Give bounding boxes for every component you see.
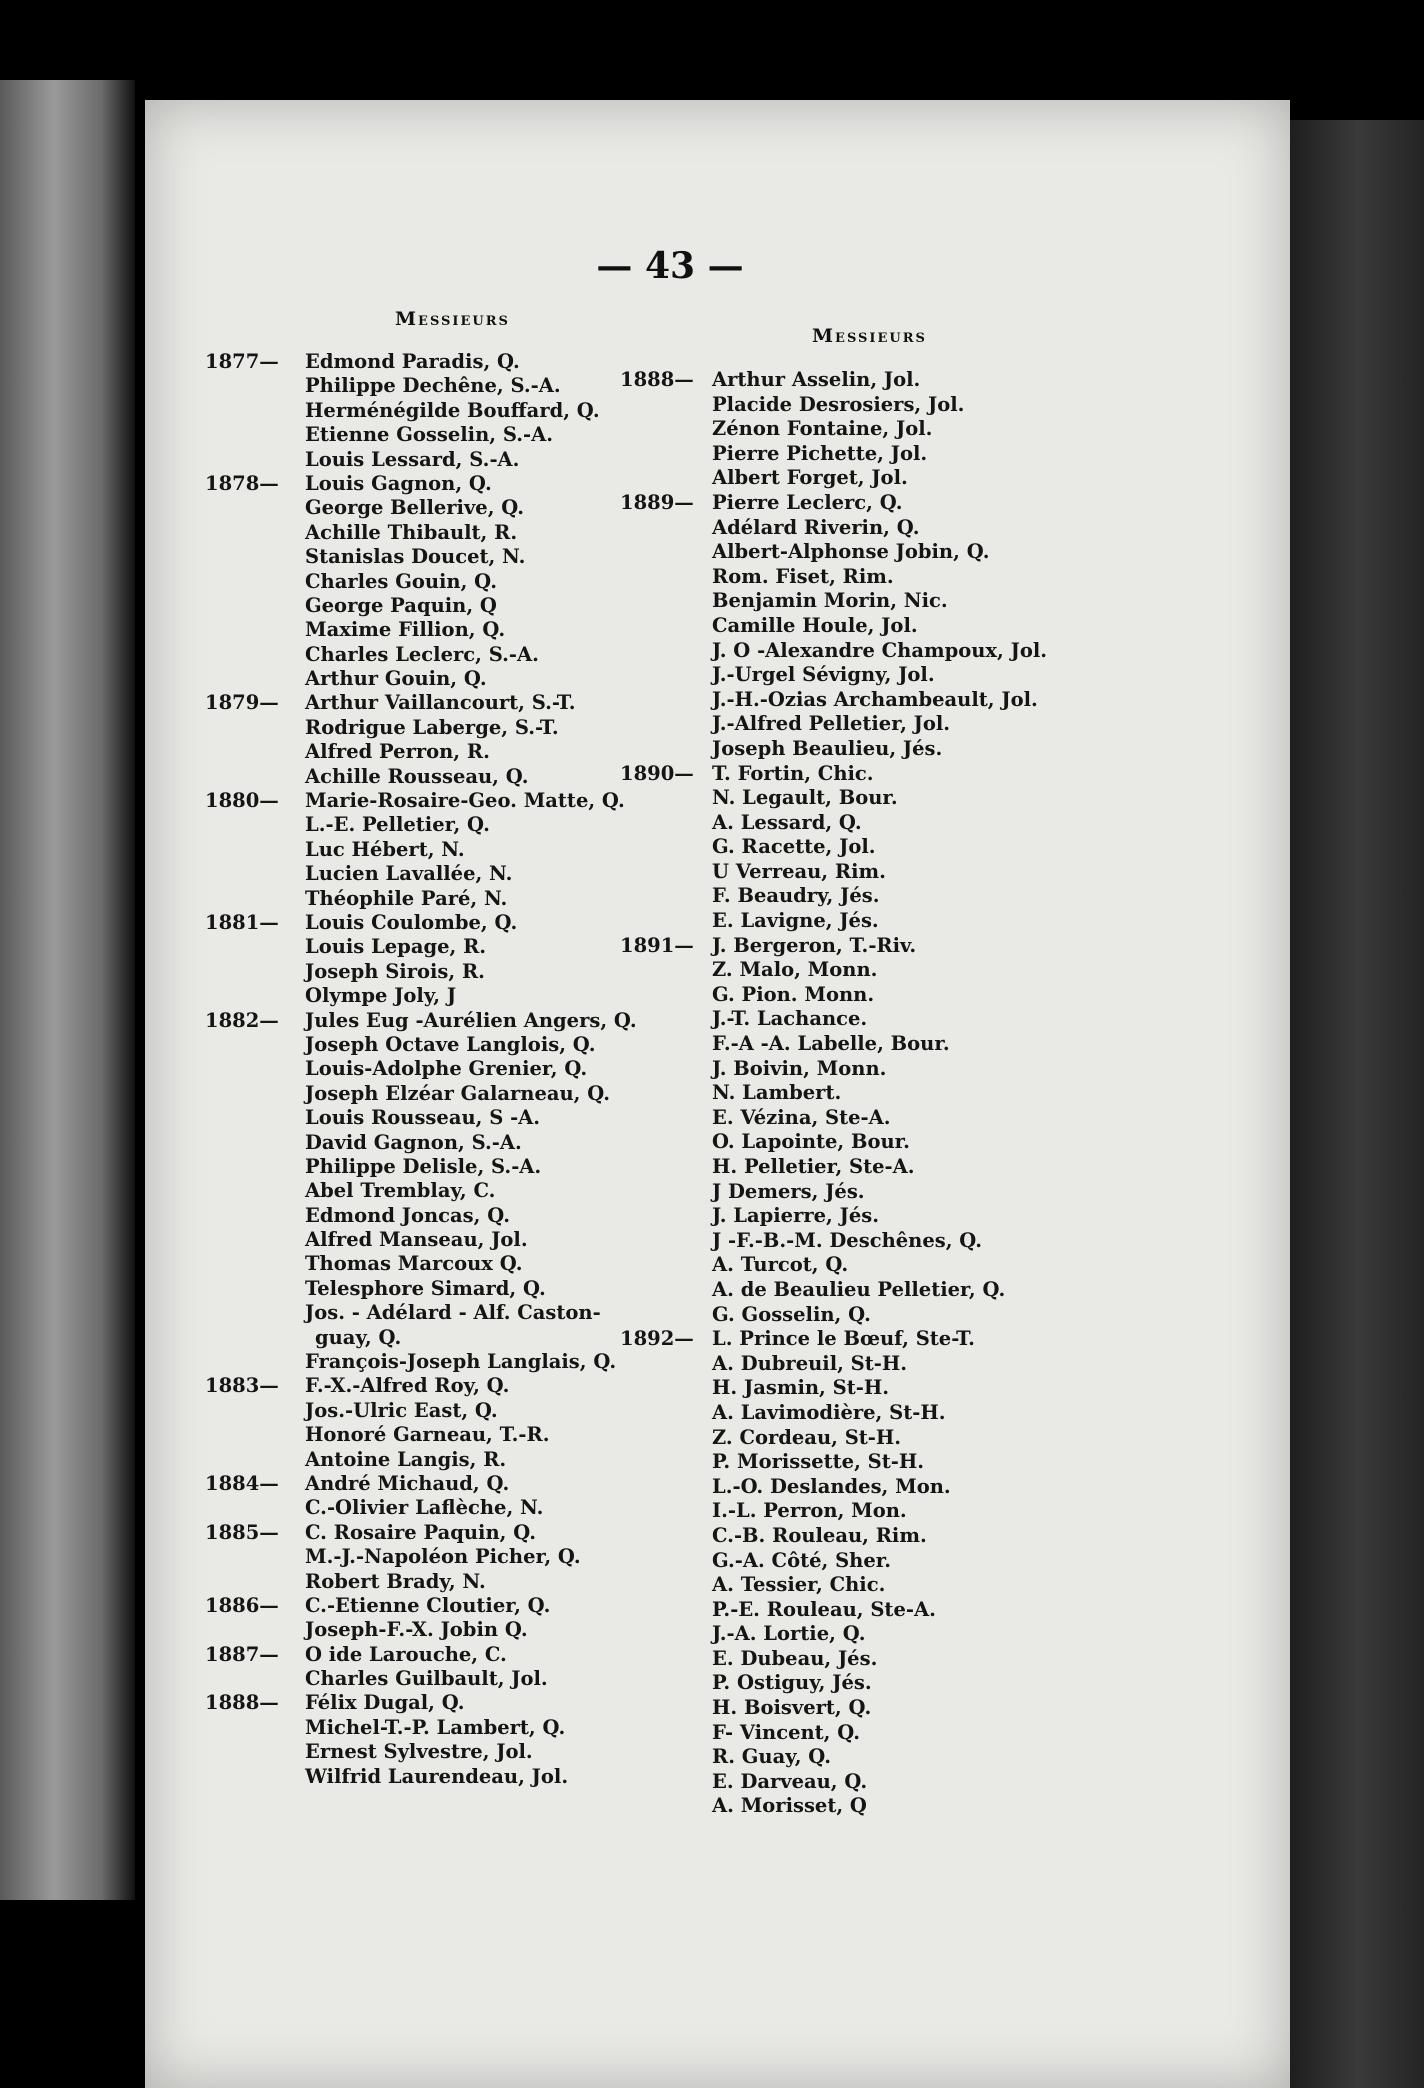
- entry-name: Placide Desrosiers, Jol.: [712, 392, 965, 416]
- entry-name: Alfred Manseau, Jol.: [305, 1228, 528, 1252]
- list-item: [620, 786, 1100, 811]
- entry-name: Z. Cordeau, St-H.: [712, 1425, 902, 1449]
- list-item: [620, 934, 1100, 959]
- entry-name: Arthur Gouin, Q.: [305, 667, 487, 691]
- entry-name: Stanislas Doucet, N.: [305, 545, 526, 569]
- list-item: [205, 1057, 635, 1081]
- list-item: [620, 1401, 1100, 1426]
- entry-name: Charles Gouin, Q.: [305, 569, 497, 593]
- entry-year: 1884—: [205, 1471, 279, 1495]
- entry-name: F.-X.-Alfred Roy, Q.: [305, 1374, 510, 1398]
- list-item: [620, 1057, 1100, 1082]
- entry-name: N. Lambert.: [712, 1081, 842, 1105]
- entry-name: N. Legault, Bour.: [712, 786, 898, 810]
- entry-year: 1883—: [205, 1374, 279, 1398]
- list-item: [620, 1794, 1100, 1819]
- entry-name: Zénon Fontaine, Jol.: [712, 417, 933, 441]
- entry-year: 1886—: [205, 1593, 279, 1617]
- entry-name: Pierre Leclerc, Q.: [712, 490, 903, 514]
- list-item: [620, 516, 1100, 541]
- entry-name: P. Morissette, St-H.: [712, 1450, 925, 1474]
- list-item: [620, 1622, 1100, 1647]
- entry-name: C.-Olivier Laflèche, N.: [305, 1496, 544, 1520]
- entry-name: A. Tessier, Chic.: [712, 1573, 886, 1597]
- entry-name: J.-T. Lachance.: [712, 1007, 868, 1031]
- list-item: [205, 1691, 635, 1715]
- list-item: [205, 350, 635, 374]
- list-item: [205, 594, 635, 618]
- entry-name: George Bellerive, Q.: [305, 496, 525, 520]
- list-item: [205, 1667, 635, 1691]
- entry-name: Edmond Joncas, Q.: [305, 1203, 511, 1227]
- list-item: [205, 1204, 635, 1228]
- entry-name: Pierre Pichette, Jol.: [712, 441, 928, 465]
- entry-name: Joseph Sirois, R.: [305, 959, 485, 983]
- entry-year: 1887—: [205, 1642, 279, 1666]
- list-item: [205, 521, 635, 545]
- left-column-header: Messieurs: [395, 308, 510, 330]
- entry-name: Thomas Marcoux Q.: [305, 1252, 523, 1276]
- entry-name: R. Guay, Q.: [712, 1745, 832, 1769]
- entry-name: Achille Rousseau, Q.: [305, 764, 529, 788]
- list-item: [620, 1549, 1100, 1574]
- list-item: [620, 1499, 1100, 1524]
- adjacent-page-edge: [0, 80, 135, 1900]
- list-item: [620, 1573, 1100, 1598]
- entry-name: A. Morisset, Q: [712, 1794, 867, 1818]
- list-item: [620, 1229, 1100, 1254]
- entry-name: Olympe Joly, J: [305, 984, 457, 1008]
- entry-year: 1878—: [205, 471, 279, 495]
- entry-name: David Gagnon, S.-A.: [305, 1130, 522, 1154]
- list-item: [620, 589, 1100, 614]
- entry-name: Z. Malo, Monn.: [712, 958, 878, 982]
- list-item: [205, 1521, 635, 1545]
- entry-name: Etienne Gosselin, S.-A.: [305, 423, 554, 447]
- list-item: [205, 765, 635, 789]
- entry-year: 1889—: [620, 490, 694, 514]
- entry-name: E. Darveau, Q.: [712, 1769, 868, 1793]
- entry-name: J.-Alfred Pelletier, Jol.: [712, 712, 951, 736]
- list-item: [620, 1180, 1100, 1205]
- entry-name: H. Boisvert, Q.: [712, 1696, 872, 1720]
- entry-year: 1888—: [620, 368, 694, 391]
- entry-name: Benjamin Morin, Nic.: [712, 589, 948, 613]
- entry-name: J. Boivin, Monn.: [712, 1056, 887, 1080]
- list-item: [205, 691, 635, 715]
- list-item: [205, 1399, 635, 1423]
- entry-name: F. Beaudry, Jés.: [712, 884, 880, 908]
- list-item: [620, 565, 1100, 590]
- book-binding-edge: [1290, 120, 1424, 2088]
- list-item: [205, 1423, 635, 1447]
- entry-name: A. Turcot, Q.: [712, 1253, 849, 1277]
- list-item: [620, 1327, 1100, 1352]
- entry-name: G. Gosselin, Q.: [712, 1302, 871, 1326]
- list-item: [205, 1106, 635, 1130]
- entry-year: 1882—: [205, 1008, 279, 1032]
- entry-name: J.-A. Lortie, Q.: [712, 1622, 866, 1646]
- list-item: [205, 862, 635, 886]
- entry-name: Louis Lessard, S.-A.: [305, 447, 520, 471]
- list-item: [205, 618, 635, 642]
- entry-name: Antoine Langis, R.: [305, 1447, 507, 1471]
- list-item: [620, 663, 1100, 688]
- list-item: [620, 466, 1100, 491]
- list-item: [205, 1496, 635, 1520]
- entry-name: Camille Houle, Jol.: [712, 613, 918, 637]
- entry-name: J.-H.-Ozias Archambeault, Jol.: [712, 687, 1038, 711]
- list-item: [205, 838, 635, 862]
- list-item: [205, 740, 635, 764]
- entry-name: F.-A -A. Labelle, Bour.: [712, 1032, 950, 1056]
- list-item: [620, 1204, 1100, 1229]
- list-item: [205, 1009, 635, 1033]
- entry-name: Jules Eug -Aurélien Angers, Q.: [305, 1008, 637, 1032]
- entry-name: George Paquin, Q: [305, 593, 497, 617]
- list-item: [205, 716, 635, 740]
- entry-name: E. Dubeau, Jés.: [712, 1646, 878, 1670]
- entry-name: U Verreau, Rim.: [712, 859, 886, 883]
- list-item: [620, 442, 1100, 467]
- list-item: [205, 1033, 635, 1057]
- entry-name: Wilfrid Laurendeau, Jol.: [305, 1764, 569, 1788]
- entry-name: Abel Tremblay, C.: [305, 1179, 496, 1203]
- entry-name: Louis Lepage, R.: [305, 935, 487, 959]
- entry-name: Rodrigue Laberge, S.-T.: [305, 715, 559, 739]
- entry-name: Michel-T.-P. Lambert, Q.: [305, 1715, 566, 1739]
- list-item: [620, 737, 1100, 762]
- entry-name: C. Rosaire Paquin, Q.: [305, 1520, 537, 1544]
- entry-name: Joseph Elzéar Galarneau, Q.: [305, 1081, 611, 1105]
- entry-year: 1891—: [620, 933, 694, 957]
- entry-name: Albert-Alphonse Jobin, Q.: [712, 540, 990, 564]
- list-item: [620, 1450, 1100, 1475]
- entry-name: G. Racette, Jol.: [712, 835, 876, 859]
- entry-name: Achille Thibault, R.: [305, 520, 518, 544]
- entry-name: G.-A. Côté, Sher.: [712, 1548, 892, 1572]
- entry-name: Louis Gagnon, Q.: [305, 471, 492, 495]
- entry-name: Philippe Dechêne, S.-A.: [305, 374, 561, 398]
- entry-name: Robert Brady, N.: [305, 1569, 486, 1593]
- list-item: [205, 1765, 635, 1789]
- list-item: [620, 811, 1100, 836]
- list-item: [205, 887, 635, 911]
- entry-name: A. de Beaulieu Pelletier, Q.: [712, 1277, 1006, 1301]
- list-item: [620, 958, 1100, 983]
- entry-name: Albert Forget, Jol.: [712, 466, 908, 490]
- list-item: [205, 570, 635, 594]
- list-item: [620, 1376, 1100, 1401]
- list-item: [620, 1278, 1100, 1303]
- list-item: [205, 1326, 635, 1350]
- entry-name: L.-O. Deslandes, Mon.: [712, 1474, 951, 1498]
- entry-year: 1879—: [205, 691, 279, 715]
- entry-name: Louis Rousseau, S -A.: [305, 1106, 541, 1130]
- list-item: [205, 1448, 635, 1472]
- entry-name: Telesphore Simard, Q.: [305, 1276, 546, 1300]
- list-item: [205, 374, 635, 398]
- entry-name: H. Jasmin, St-H.: [712, 1376, 890, 1400]
- entry-name: J.-Urgel Sévigny, Jol.: [712, 663, 935, 687]
- entry-name: Rom. Fiset, Rim.: [712, 564, 894, 588]
- entry-name: Marie-Rosaire-Geo. Matte, Q.: [305, 789, 625, 813]
- list-item: [620, 639, 1100, 664]
- entry-name: Charles Guilbault, Jol.: [305, 1667, 548, 1691]
- entry-name: E. Vézina, Ste-A.: [712, 1105, 891, 1129]
- entry-name: M.-J.-Napoléon Picher, Q.: [305, 1545, 581, 1569]
- entry-name: L.-E. Pelletier, Q.: [305, 813, 490, 837]
- list-item: [620, 1671, 1100, 1696]
- list-item: [205, 399, 635, 423]
- list-item: [620, 762, 1100, 787]
- list-item: [620, 1007, 1100, 1032]
- list-item: [205, 423, 635, 447]
- list-item: [205, 1082, 635, 1106]
- entry-name: J. Lapierre, Jés.: [712, 1204, 880, 1228]
- list-item: [205, 789, 635, 813]
- entry-year: 1877—: [205, 350, 279, 373]
- list-item: [620, 614, 1100, 639]
- list-item: [205, 1472, 635, 1496]
- list-item: [620, 491, 1100, 516]
- list-item: [620, 368, 1100, 393]
- list-item: [620, 417, 1100, 442]
- entry-name: Théophile Paré, N.: [305, 886, 508, 910]
- entry-name: Adélard Riverin, Q.: [712, 515, 920, 539]
- entry-name: Jos.-Ulric East, Q.: [305, 1398, 498, 1422]
- entry-name: P.-E. Rouleau, Ste-A.: [712, 1597, 936, 1621]
- list-item: [620, 1598, 1100, 1623]
- entry-name: Alfred Perron, R.: [305, 740, 490, 764]
- entry-name: L. Prince le Bœuf, Ste-T.: [712, 1327, 975, 1351]
- entry-name: G. Pion. Monn.: [712, 982, 875, 1006]
- right-column-header: Messieurs: [812, 325, 927, 347]
- list-item: [620, 1721, 1100, 1746]
- entry-name: Louis Coulombe, Q.: [305, 910, 518, 934]
- entry-name: Joseph-F.-X. Jobin Q.: [305, 1618, 528, 1642]
- entry-name: A. Lessard, Q.: [712, 810, 862, 834]
- list-item: [620, 983, 1100, 1008]
- list-item: [620, 1745, 1100, 1770]
- entry-name: C.-B. Rouleau, Rim.: [712, 1523, 927, 1547]
- page-number: — 43 —: [596, 245, 744, 287]
- entry-name: Edmond Paradis, Q.: [305, 350, 520, 373]
- list-item: [620, 540, 1100, 565]
- list-item: [205, 1570, 635, 1594]
- list-item: [205, 813, 635, 837]
- list-item: [205, 1228, 635, 1252]
- entry-name: A. Lavimodière, St-H.: [712, 1400, 946, 1424]
- list-item: [620, 1426, 1100, 1451]
- list-item: [205, 1374, 635, 1398]
- entry-name: F- Vincent, Q.: [712, 1720, 861, 1744]
- list-item: [620, 909, 1100, 934]
- list-item: [620, 1770, 1100, 1795]
- entry-name: Arthur Asselin, Jol.: [712, 368, 921, 391]
- entry-name: Louis-Adolphe Grenier, Q.: [305, 1057, 588, 1081]
- entry-name: P. Ostiguy, Jés.: [712, 1671, 872, 1695]
- entry-name: E. Lavigne, Jés.: [712, 909, 879, 933]
- entry-name: J -F.-B.-M. Deschênes, Q.: [712, 1228, 983, 1252]
- entry-name: J Demers, Jés.: [712, 1179, 865, 1203]
- entry-name: Joseph Octave Langlois, Q.: [305, 1032, 596, 1056]
- list-item: [205, 1594, 635, 1618]
- list-item: [205, 1643, 635, 1667]
- entry-year: 1888—: [205, 1691, 279, 1715]
- list-item: [620, 1524, 1100, 1549]
- entry-name: C.-Etienne Cloutier, Q.: [305, 1593, 551, 1617]
- entry-year: 1890—: [620, 761, 694, 785]
- list-item: [205, 667, 635, 691]
- entry-name: J. O -Alexandre Champoux, Jol.: [712, 638, 1048, 662]
- entry-name: I.-L. Perron, Mon.: [712, 1499, 907, 1523]
- entry-name: guay, Q.: [315, 1325, 402, 1349]
- list-item: [205, 472, 635, 496]
- entry-name: Joseph Beaulieu, Jés.: [712, 736, 943, 760]
- entry-name: Arthur Vaillancourt, S.-T.: [305, 691, 576, 715]
- entry-name: J. Bergeron, T.-Riv.: [712, 933, 917, 957]
- list-item: [620, 1130, 1100, 1155]
- list-item: [620, 1475, 1100, 1500]
- entry-year: 1885—: [205, 1520, 279, 1544]
- entry-name: H. Pelletier, Ste-A.: [712, 1155, 915, 1178]
- entry-name: André Michaud, Q.: [305, 1471, 510, 1495]
- list-item: [205, 935, 635, 959]
- list-item: [620, 712, 1100, 737]
- entry-name: Lucien Lavallée, N.: [305, 862, 513, 886]
- list-item: [205, 1252, 635, 1276]
- list-item: [205, 643, 635, 667]
- list-item: [205, 1179, 635, 1203]
- list-item: [205, 1716, 635, 1740]
- list-item: [205, 1740, 635, 1764]
- entry-year: 1880—: [205, 789, 279, 813]
- list-item: [205, 496, 635, 520]
- list-item: [205, 1618, 635, 1642]
- list-item: [620, 1303, 1100, 1328]
- entry-name: Charles Leclerc, S.-A.: [305, 642, 539, 666]
- list-item: [620, 835, 1100, 860]
- entry-name: Honoré Garneau, T.-R.: [305, 1423, 550, 1447]
- list-item: [620, 393, 1100, 418]
- left-column-list: [205, 350, 635, 1789]
- list-item: [620, 1253, 1100, 1278]
- entry-name: Herménégilde Bouffard, Q.: [305, 398, 600, 422]
- list-item: [205, 911, 635, 935]
- entry-name: Félix Dugal, Q.: [305, 1691, 465, 1715]
- list-item: [205, 1545, 635, 1569]
- entry-name: T. Fortin, Chic.: [712, 761, 874, 785]
- entry-name: O. Lapointe, Bour.: [712, 1130, 910, 1154]
- list-item: [620, 1032, 1100, 1057]
- list-item: [205, 448, 635, 472]
- right-column-list: [620, 368, 1100, 1819]
- entry-name: A. Dubreuil, St-H.: [712, 1351, 908, 1375]
- entry-year: 1881—: [205, 910, 279, 934]
- entry-name: Luc Hébert, N.: [305, 837, 465, 861]
- entry-name: François-Joseph Langlais, Q.: [305, 1350, 617, 1374]
- list-item: [620, 1081, 1100, 1106]
- entry-name: Maxime Fillion, Q.: [305, 618, 506, 642]
- list-item: [620, 1696, 1100, 1721]
- list-item: [205, 1350, 635, 1374]
- list-item: [205, 1131, 635, 1155]
- list-item: [620, 1155, 1100, 1180]
- list-item: [205, 545, 635, 569]
- entry-year: 1892—: [620, 1327, 694, 1351]
- list-item: [620, 884, 1100, 909]
- entry-name: Ernest Sylvestre, Jol.: [305, 1740, 533, 1764]
- list-item: [205, 1155, 635, 1179]
- entry-name: O ide Larouche, C.: [305, 1642, 507, 1666]
- list-item: [620, 1106, 1100, 1131]
- list-item: [620, 860, 1100, 885]
- entry-name: Philippe Delisle, S.-A.: [305, 1154, 542, 1178]
- list-item: [620, 1647, 1100, 1672]
- list-item: [205, 1277, 635, 1301]
- list-item: [620, 688, 1100, 713]
- entry-name: Jos. - Adélard - Alf. Caston-: [305, 1301, 601, 1325]
- list-item: [205, 960, 635, 984]
- list-item: [205, 984, 635, 1008]
- list-item: [620, 1352, 1100, 1377]
- list-item: [205, 1301, 635, 1325]
